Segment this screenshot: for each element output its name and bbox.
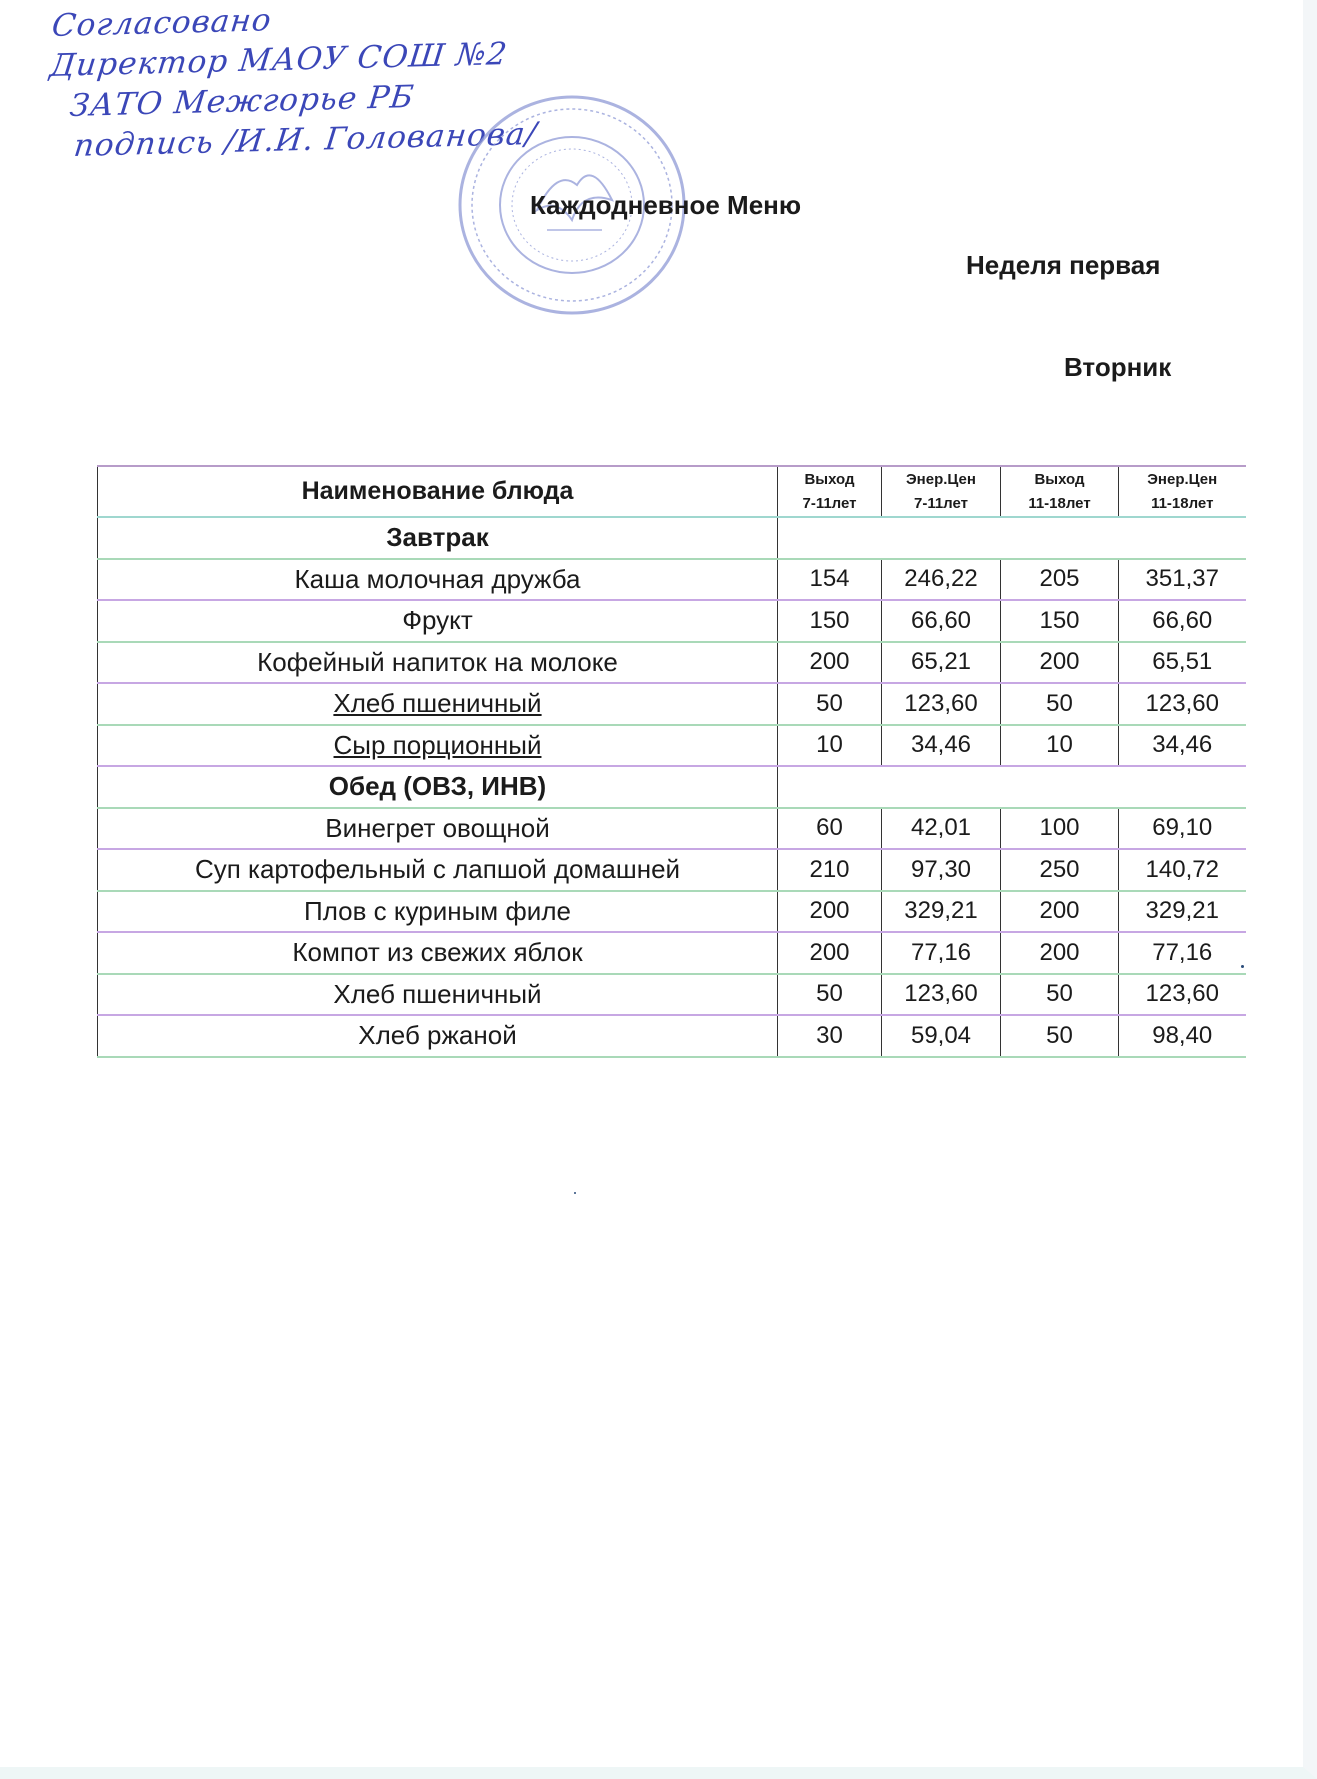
energy-7-11: 42,01 <box>882 808 1001 850</box>
output-11-18: 200 <box>1001 891 1119 933</box>
output-7-11: 150 <box>778 600 882 642</box>
dish-name: Фрукт <box>98 600 778 642</box>
column-header-output-7-11: Выход 7-11лет <box>778 466 882 517</box>
section-row-breakfast <box>98 517 1246 559</box>
energy-7-11: 123,60 <box>882 683 1001 725</box>
menu-table <box>97 465 1246 1058</box>
output-11-18: 50 <box>1001 1015 1119 1057</box>
output-7-11: 60 <box>778 808 882 850</box>
approval-line: ЗАТО Межгорье РБ <box>67 79 417 124</box>
output-7-11: 50 <box>778 683 882 725</box>
day-label: Вторник <box>1064 352 1172 382</box>
dish-name: Суп картофельный с лапшой домашней <box>98 849 778 891</box>
energy-11-18: 69,10 <box>1119 808 1246 850</box>
output-7-11: 10 <box>778 725 882 767</box>
page-title: Каждодневное Меню <box>530 190 802 220</box>
approval-line: подпись /И.И. Голованова/ <box>71 115 540 164</box>
energy-11-18: 329,21 <box>1119 891 1246 933</box>
output-11-18: 10 <box>1001 725 1119 767</box>
section-label: Завтрак <box>98 517 778 559</box>
dish-name-text: Хлеб пшеничный <box>333 688 542 719</box>
table-row <box>98 808 1246 850</box>
output-7-11: 200 <box>778 891 882 933</box>
energy-11-18: 123,60 <box>1119 683 1246 725</box>
section-label: Обед (ОВЗ, ИНВ) <box>98 766 778 808</box>
energy-11-18: 77,16 <box>1119 932 1246 974</box>
dish-name: Хлеб пшеничный <box>98 974 778 1016</box>
energy-7-11: 66,60 <box>882 600 1001 642</box>
output-11-18: 250 <box>1001 849 1119 891</box>
output-7-11: 200 <box>778 642 882 684</box>
output-11-18: 100 <box>1001 808 1119 850</box>
energy-11-18: 66,60 <box>1119 600 1246 642</box>
scan-speck <box>574 1192 576 1194</box>
column-header-output-11-18: Выход 11-18лет <box>1001 466 1119 517</box>
week-label: Неделя первая <box>966 250 1161 280</box>
energy-7-11: 77,16 <box>882 932 1001 974</box>
column-header-energy-7-11: Энер.Цен 7-11лет <box>882 466 1001 517</box>
table-row <box>98 725 1246 767</box>
dish-name: Кофейный напиток на молоке <box>98 642 778 684</box>
table-row <box>98 932 1246 974</box>
energy-7-11: 97,30 <box>882 849 1001 891</box>
table-row <box>98 849 1246 891</box>
energy-11-18: 123,60 <box>1119 974 1246 1016</box>
table-header-row <box>98 466 1246 517</box>
scan-speck <box>1241 965 1244 968</box>
column-header-energy-11-18: Энер.Цен 11-18лет <box>1119 466 1246 517</box>
table-row <box>98 1015 1246 1057</box>
table-row <box>98 974 1246 1016</box>
energy-11-18: 65,51 <box>1119 642 1246 684</box>
energy-7-11: 34,46 <box>882 725 1001 767</box>
approval-signature <box>47 2 540 206</box>
dish-name: Компот из свежих яблок <box>98 932 778 974</box>
approval-line: Директор МАОУ СОШ №2 <box>47 36 510 84</box>
energy-11-18: 351,37 <box>1119 559 1246 601</box>
energy-11-18: 34,46 <box>1119 725 1246 767</box>
dish-name: Каша молочная дружба <box>98 559 778 601</box>
energy-11-18: 140,72 <box>1119 849 1246 891</box>
output-11-18: 50 <box>1001 683 1119 725</box>
dish-name: Винегрет овощной <box>98 808 778 850</box>
output-7-11: 154 <box>778 559 882 601</box>
energy-7-11: 329,21 <box>882 891 1001 933</box>
table-row <box>98 891 1246 933</box>
output-11-18: 50 <box>1001 974 1119 1016</box>
energy-7-11: 59,04 <box>882 1015 1001 1057</box>
output-7-11: 200 <box>778 932 882 974</box>
column-header-name: Наименование блюда <box>98 466 778 517</box>
approval-line: Согласовано <box>49 2 274 44</box>
energy-7-11: 246,22 <box>882 559 1001 601</box>
energy-7-11: 65,21 <box>882 642 1001 684</box>
output-11-18: 150 <box>1001 600 1119 642</box>
section-row-lunch <box>98 766 1246 808</box>
table-row <box>98 642 1246 684</box>
table-row <box>98 559 1246 601</box>
output-11-18: 200 <box>1001 932 1119 974</box>
dish-name <box>98 725 778 767</box>
output-11-18: 205 <box>1001 559 1119 601</box>
dish-name <box>98 683 778 725</box>
output-7-11: 50 <box>778 974 882 1016</box>
output-7-11: 30 <box>778 1015 882 1057</box>
table-row <box>98 683 1246 725</box>
dish-name: Хлеб ржаной <box>98 1015 778 1057</box>
section-empty-cell <box>778 766 1246 808</box>
energy-7-11: 123,60 <box>882 974 1001 1016</box>
energy-11-18: 98,40 <box>1119 1015 1246 1057</box>
output-11-18: 200 <box>1001 642 1119 684</box>
dish-name: Плов с куриным филе <box>98 891 778 933</box>
table-row <box>98 600 1246 642</box>
output-7-11: 210 <box>778 849 882 891</box>
dish-name-text: Сыр порционный <box>333 729 542 760</box>
section-empty-cell <box>778 517 1246 559</box>
